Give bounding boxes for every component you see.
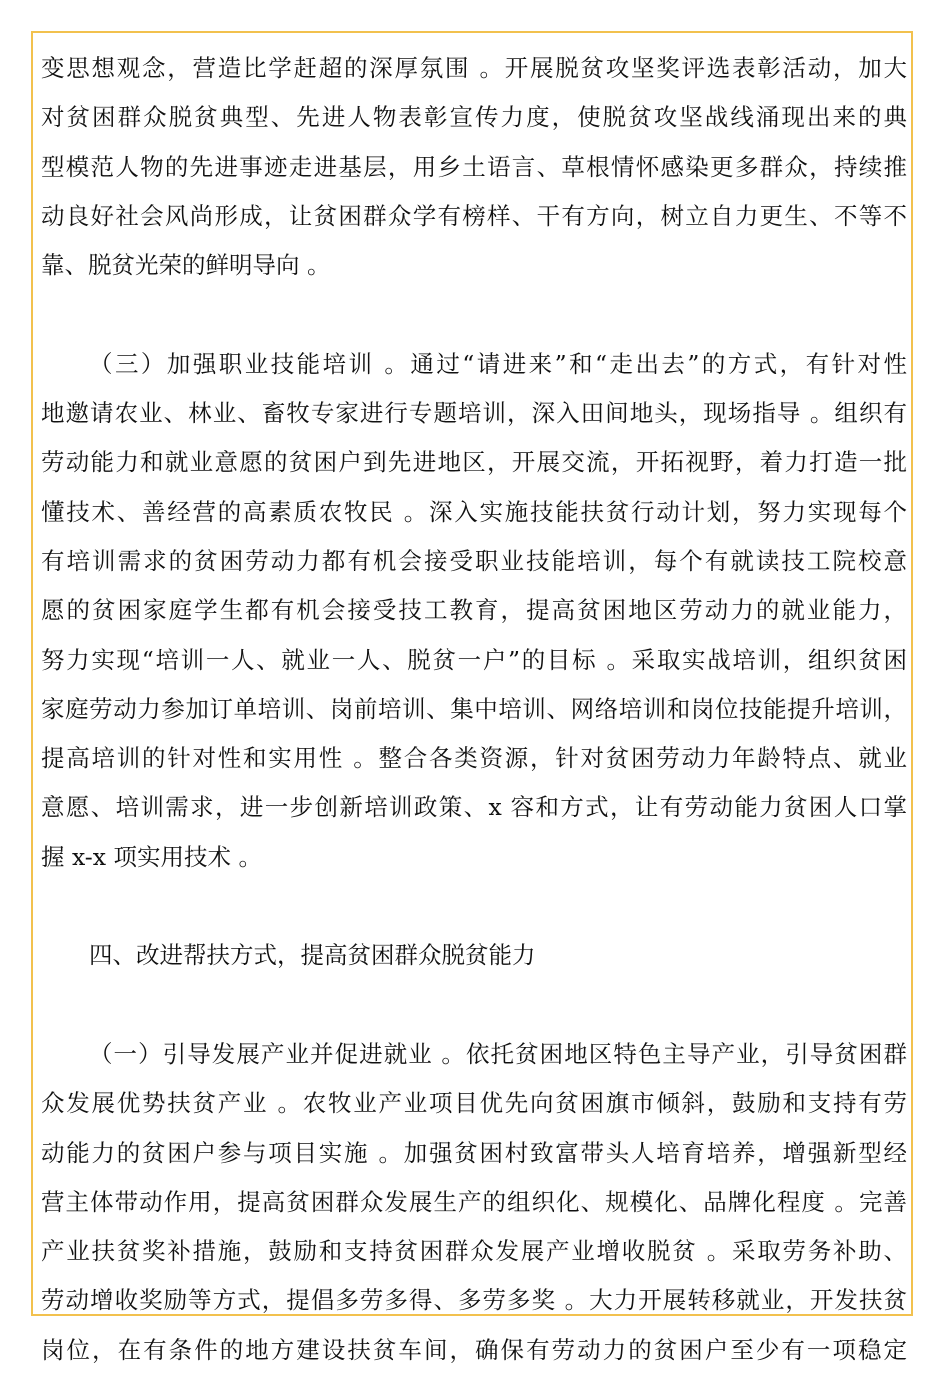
text-line: 提高培训的针对性和实用性 。整合各类资源，针对贫困劳动力年龄特点、就业 — [41, 744, 907, 773]
text-line: 对贫困群众脱贫典型、先进人物表彰宣传力度，使脱贫攻坚战线涌现出来的典 — [41, 103, 907, 132]
text-line: 动良好社会风尚形成，让贫困群众学有榜样、干有方向，树立自力更生、不等不 — [41, 201, 907, 230]
paragraph-gap — [41, 981, 907, 1030]
text-line: （一）引导发展产业并促进就业 。依托贫困地区特色主导产业，引导贫困群 — [89, 1039, 907, 1068]
text-line: （三）加强职业技能培训 。通过“请进来”和“走出去”的方式，有针对性 — [89, 349, 907, 378]
heading-text: 四、改进帮扶方式，提高贫困群众脱贫能力 — [89, 941, 536, 970]
text-line: 产业扶贫奖补措施，鼓励和支持贫困群众发展产业增收脱贫 。采取劳务补助、 — [41, 1237, 907, 1266]
text-line: 靠、脱贫光荣的鲜明导向 。 — [41, 251, 331, 280]
text-line: 岗位，在有条件的地方建设扶贫车间，确保有劳动力的贫困户至少有一项稳定 — [41, 1335, 907, 1364]
text-line: 地邀请农业、林业、畜牧专家进行专题培训，深入田间地头，现场指导 。组织有 — [41, 399, 907, 428]
text-line: 握 x-x 项实用技术 。 — [41, 842, 262, 871]
text-line: 懂技术、善经营的高素质农牧民 。深入实施技能扶贫行动计划，努力实现每个 — [41, 497, 907, 526]
text-line: 愿的贫困家庭学生都有机会接受技工教育，提高贫困地区劳动力的就业能力， — [41, 596, 907, 625]
paragraph-continuation — [41, 44, 907, 290]
text-line: 型模范人物的先进事迹走进基层，用乡土语言、草根情怀感染更多群众，持续推 — [41, 152, 907, 181]
section-heading — [41, 931, 907, 980]
text-line: 变思想观念，营造比学赶超的深厚氛围 。开展脱贫攻坚奖评选表彰活动，加大 — [41, 54, 907, 82]
paragraph-gap — [41, 290, 907, 339]
paragraph-vocational-training — [41, 340, 907, 882]
text-line: 众发展优势扶贫产业 。农牧业产业项目优先向贫困旗市倾斜，鼓励和支持有劳 — [41, 1089, 907, 1118]
document-body — [41, 44, 907, 1375]
text-line: 意愿、培训需求，进一步创新培训政策、x 容和方式，让有劳动能力贫困人口掌 — [41, 793, 907, 822]
text-line: 有培训需求的贫困劳动力都有机会接受职业技能培训，每个有就读技工院校意 — [41, 546, 907, 575]
text-line: 动能力的贫困户参与项目实施 。加强贫困村致富带头人培育培养，增强新型经 — [41, 1138, 907, 1167]
paragraph-industry-employment — [41, 1030, 907, 1375]
text-line: 家庭劳动力参加订单培训、岗前培训、集中培训、网络培训和岗位技能提升培训， — [41, 694, 907, 723]
text-line: 劳动增收奖励等方式，提倡多劳多得、多劳多奖 。大力开展转移就业，开发扶贫 — [41, 1286, 907, 1315]
text-line: 营主体带动作用，提高贫困群众发展生产的组织化、规模化、品牌化程度 。完善 — [41, 1187, 907, 1216]
paragraph-gap — [41, 882, 907, 931]
text-line: 努力实现“培训一人、就业一人、脱贫一户”的目标 。采取实战培训，组织贫困 — [41, 645, 907, 674]
text-line: 劳动能力和就业意愿的贫困户到先进地区，开展交流，开拓视野，着力打造一批 — [41, 448, 907, 477]
